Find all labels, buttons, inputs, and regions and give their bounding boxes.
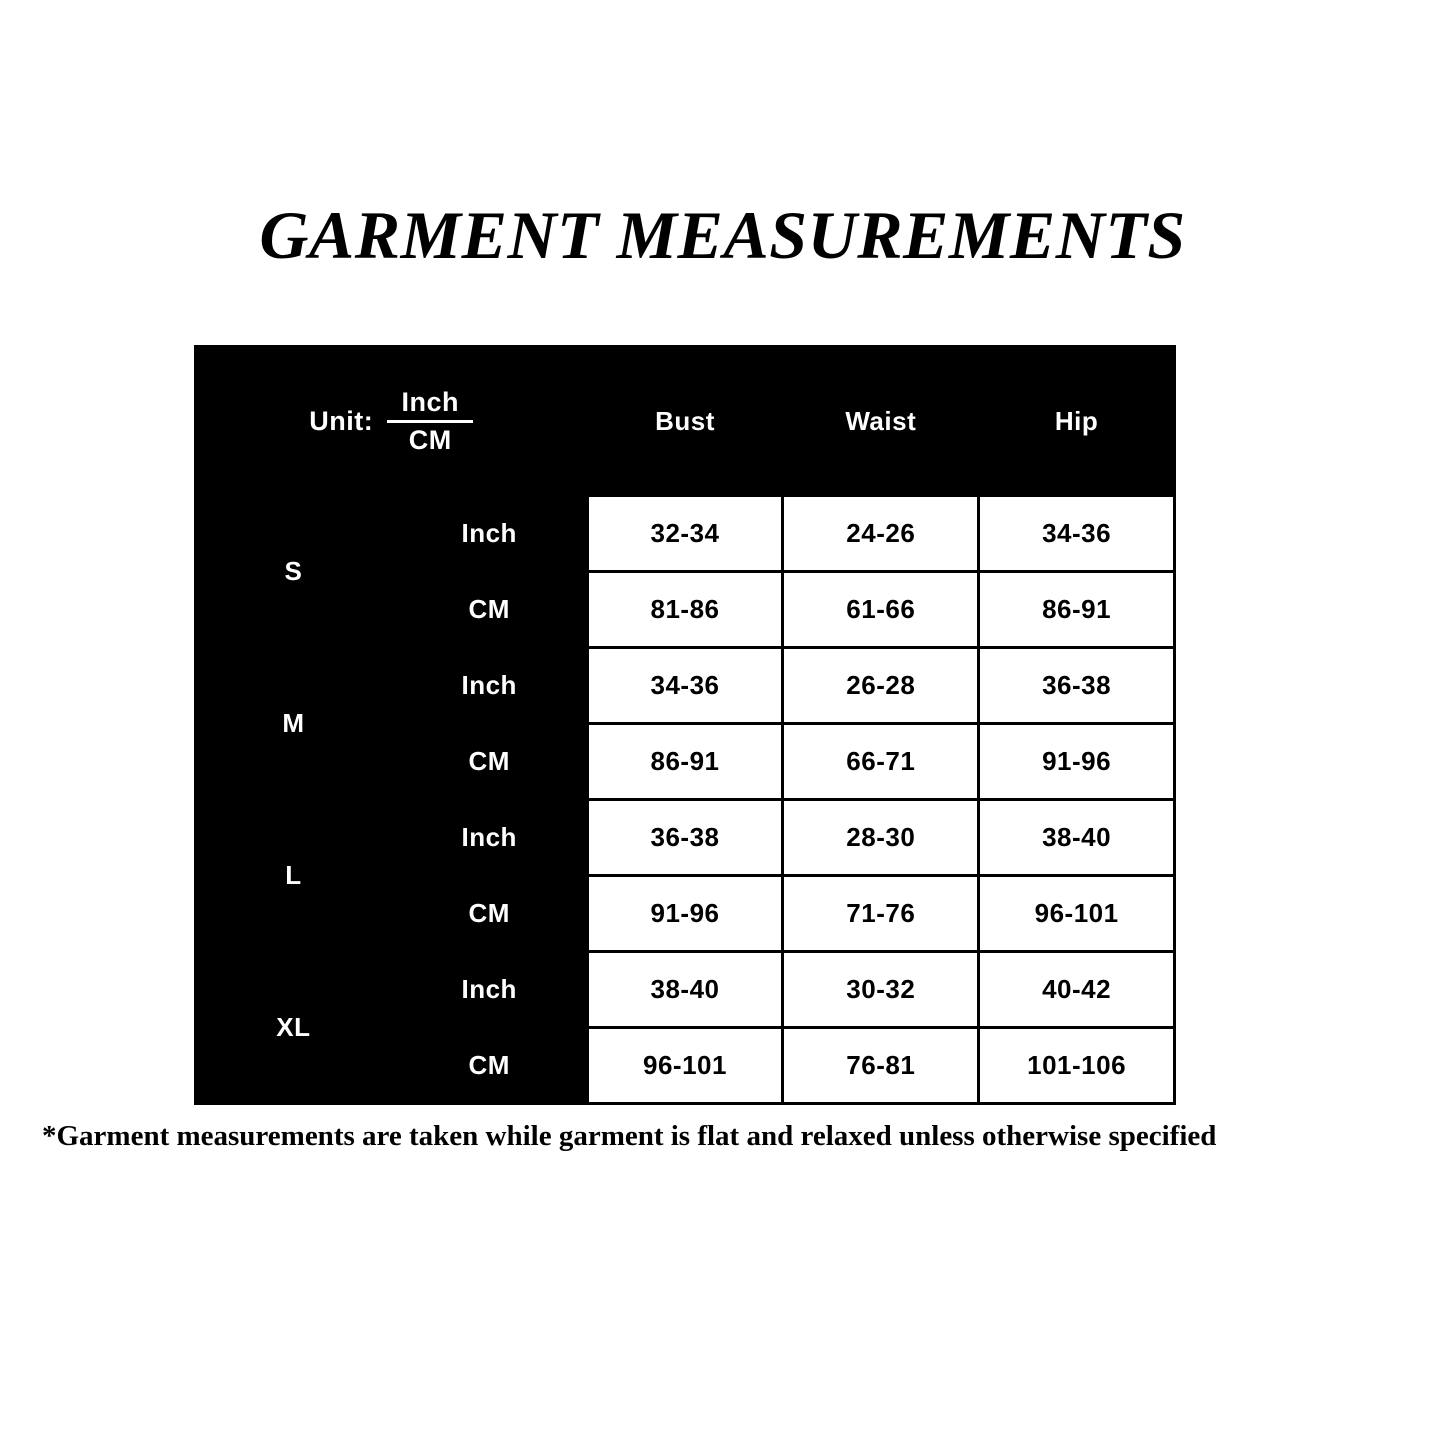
cell-xl-inch-bust: 38-40 (587, 952, 783, 1028)
page-title: GARMENT MEASUREMENTS (259, 197, 1186, 273)
cell-m-inch-hip: 36-38 (979, 648, 1175, 724)
cell-m-cm-bust: 86-91 (587, 724, 783, 800)
row-unit-inch: Inch (391, 952, 587, 1028)
cell-xl-cm-hip: 101-106 (979, 1028, 1175, 1104)
cell-m-cm-waist: 66-71 (783, 724, 979, 800)
row-unit-cm: CM (391, 1028, 587, 1104)
footnote: *Garment measurements are taken while garment is flat and relaxed unless otherwise specified (42, 1120, 1217, 1152)
cell-l-inch-hip: 38-40 (979, 800, 1175, 876)
cell-m-inch-bust: 34-36 (587, 648, 783, 724)
size-label-m: M (196, 648, 392, 800)
table-header-row (196, 347, 1175, 496)
row-unit-cm: CM (391, 724, 587, 800)
cell-s-inch-hip: 34-36 (979, 496, 1175, 572)
cell-s-cm-bust: 81-86 (587, 572, 783, 648)
unit-fraction (387, 388, 473, 454)
measurements-table (194, 345, 1176, 1105)
table-row (196, 496, 1175, 572)
row-unit-cm: CM (391, 572, 587, 648)
cell-xl-cm-waist: 76-81 (783, 1028, 979, 1104)
cell-l-inch-bust: 36-38 (587, 800, 783, 876)
cell-m-cm-hip: 91-96 (979, 724, 1175, 800)
row-unit-cm: CM (391, 876, 587, 952)
cell-s-inch-waist: 24-26 (783, 496, 979, 572)
cell-xl-inch-waist: 30-32 (783, 952, 979, 1028)
table-row (196, 952, 1175, 1028)
cell-l-cm-waist: 71-76 (783, 876, 979, 952)
cell-l-inch-waist: 28-30 (783, 800, 979, 876)
table-row (196, 648, 1175, 724)
unit-header-cell (196, 347, 588, 496)
row-unit-inch: Inch (391, 648, 587, 724)
column-header-hip: Hip (979, 347, 1175, 496)
unit-label: Unit: (309, 405, 374, 436)
cell-s-cm-waist: 61-66 (783, 572, 979, 648)
cell-l-cm-bust: 91-96 (587, 876, 783, 952)
cell-m-inch-waist: 26-28 (783, 648, 979, 724)
unit-numerator: Inch (401, 387, 460, 418)
size-label-xl: XL (196, 952, 392, 1104)
cell-l-cm-hip: 96-101 (979, 876, 1175, 952)
measurements-table-container (194, 345, 1176, 1105)
size-label-l: L (196, 800, 392, 952)
row-unit-inch: Inch (391, 496, 587, 572)
column-header-waist: Waist (783, 347, 979, 496)
cell-xl-cm-bust: 96-101 (587, 1028, 783, 1104)
size-label-s: S (196, 496, 392, 648)
cell-xl-inch-hip: 40-42 (979, 952, 1175, 1028)
table-row (196, 800, 1175, 876)
cell-s-inch-bust: 32-34 (587, 496, 783, 572)
cell-s-cm-hip: 86-91 (979, 572, 1175, 648)
unit-denominator: CM (408, 424, 452, 455)
column-header-bust: Bust (587, 347, 783, 496)
row-unit-inch: Inch (391, 800, 587, 876)
